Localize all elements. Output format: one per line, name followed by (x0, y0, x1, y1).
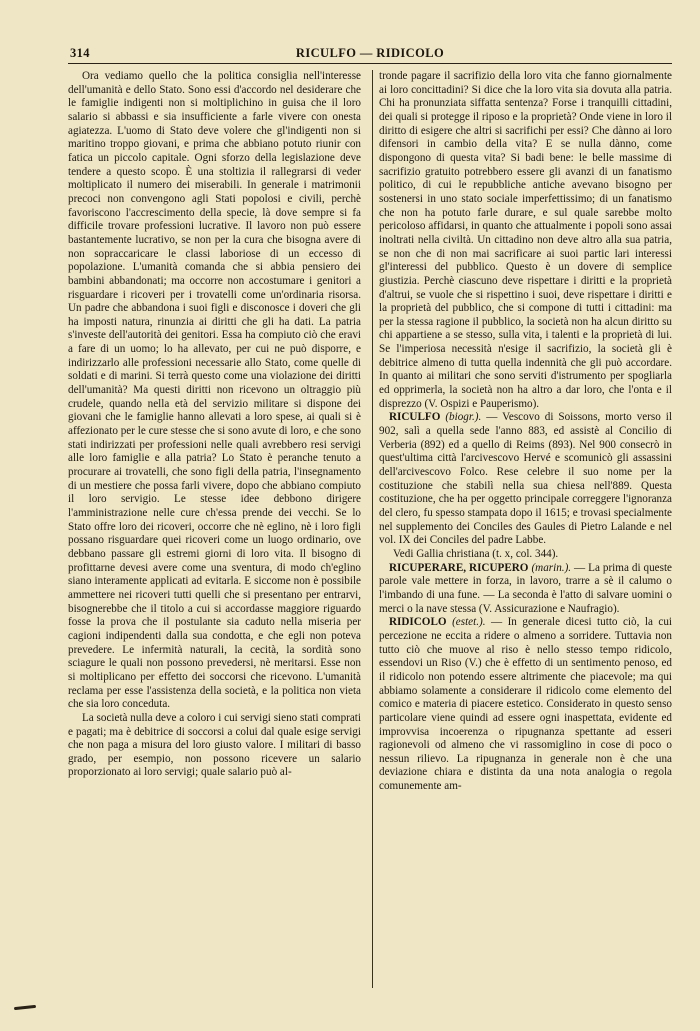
left-column (68, 70, 361, 780)
running-head: RICULFO — RIDICOLO (295, 46, 445, 60)
dictionary-entry (379, 411, 672, 548)
column-divider (372, 70, 373, 988)
page-corner-mark (14, 1005, 36, 1010)
entry-text: Vedi Gallia christiana (t. x, col. 344). (393, 547, 559, 560)
entry-label: (biogr.). (445, 411, 482, 424)
right-column (379, 70, 672, 794)
entry-text: — La prima di queste parole vale mettere in forza, in lavoro, trarre a sè il calumo o l'imbando di una fune. — La seconda è l'atto di salvare uomini o merci o la nave stessa (V. Assicurazione e Naufragio). (379, 561, 672, 615)
paragraph-continuation: tronde pagare il sacrifizio della loro vita che fanno giornalmente ai loro concittadini? Si dice che la loro vita sia dovuta alla patria. Chi ha pronunziata siffatta sentenza? Forse i tranquilli cittadini, dei quali si protegge il riposo e la proprietà? Onde viene in loro il diritto di esigere che altri si sacrifichi per essi? Che dànno ai loro difensori in cambio della vita? E se nulla dànno, come dispongono di questa vita? Si badi bene: le belle massime di sacrifizio gratuito potrebbero essere gli avanzi di un fanatismo politico, di cui le repubbliche antiche avevano bisogno per sostenersi in uno stato sociale imperfettissimo; di un fanatismo che non ha potuto farle durare, e sul quale sarebbe molto pericoloso affidarsi, in quanto che attualmente i popoli sono assai inoltrati nella civiltà. Un cittadino non deve altro alla sua patria, se non che di non mai sacrificare ai suoi partic lari interessi gl'interessi del pubblico. Questo è un dovere di semplice giustizia. Perchè ciascuno deve rispettare i diritti e la proprietà d'altrui, se vuole che si rispettino i suoi, deve rispettare i diritti e la proprietà del pubblico, che si compone di tutti i cittadini: ma per la stessa ragione il pubblico, la società non ha alcun diritto su chi appartiene a se stesso, sulla vita, i talenti e la proprietà di lui. Se l'imperiosa necessità n'esige il sacrifizio, la società gli è debitrice almeno di tutta quella indennità che gli può accordare. In quanto ai militari che sono serviti d'istrumento per spogliarla ed opprimerla, la società non ha altro a dar loro, che l'onta e il disprezzo (V. Ospizi e Pauperismo). (379, 70, 672, 410)
paragraph: Ora vediamo quello che la politica consiglia nell'interesse dell'umanità e dello Stato. Sono essi d'accordo nel desiderare che le famiglie indigenti non si moltiplichino in guisa che il loro salario si abbassi e sia insufficiente a farle vivere con onesta agiatezza. L'uomo di Stato deve volere che gl'indigenti non si maritino troppo giovani, e prima che abbiano potuto riunir con fatica un piccolo capitale. Ogni sforzo della legislazione deve tendere a questo scopo. È una stoltizia il rallegrarsi di veder moltiplicato il numero dei miserabili. In generale i matrimonii precoci non convengono agli Stati popolosi e civili, perchè favoriscono l'accrescimento della specie, là dove sempre si fa difficile trovare professioni lucrative. Il lavoro non può essere bastantemente lucrativo, se non per la cura che bisogna avere di non sopraccaricare le classi laboriose di un eccesso di popolazione. L'umanità comanda che si abbia pensiero dei bambini abbandonati; ma occorre non accostumare i genitori a risguardare i ricoveri per i trovatelli come un'ordinaria risorsa. Un padre che abbandona i suoi figli e disconosce i doveri che gli ha imposti natura, rinunzia ai diritti che gli ha dati. La patria s'investe dell'autorità dei genitori. Essa ha compiuto ciò che eravi a fare di un uomo; lo ha allevato, per cui ne può disporre, e indirizzarlo alle professioni necessarie allo Stato, come quelle di soldati e di marini. Si terrà questo come una violazione dei diritti dell'umanità? Ma questi diritti non ricevono un oltraggio più crudele, quando nella età del servizio militare si dispone dei giovani che le famiglie hanno allevati a loro spese, ai quali si è affezionato per le cure stesse che si sono avute di loro, e che sono stati indirizzati per professioni nelle quali avrebbero resi servigi alle loro famiglie e alla patria? Lo Stato è peranche tenuto a procurare ai trovatelli, che sono figli della patria, l'insegnamento di un mestiere che possa farli vivere, dopo che abbiano compiuto il loro servigio. Le stesse idee debbono dirigere l'amministrazione nelle cure ch'essa prende dei vecchi. Se lo Stato offre loro dei ricoveri, occorre che nè eglino, nè i loro figli possano risguardare quei ricoveri come un luogo ordinario, ove debbano passare gli estremi giorni di loro vita. Il bisogno di profittarne devesi avere come una sventura, di modo ch'eglino siano interamente applicati ad evitarla. E siccome non è possibile ammettere nei ricoveri tutti quelli che si presentano per entrarvi, bisognerebbe che il titolo a cui si accordasse maggiore riguardo fosse la prova che il postulante sia caduto nella miseria per cagioni indipendenti dalla sua condotta, e che egli non poteva prevedere. Le infermità naturali, la cecità, la sordità sono sciagure le quali non possono prevedersi, nè meritarsi. Esse non si moltiplicano per effetto dei soccorsi che ricevono. L'umanità reclama per esse l'assistenza della società, e la politica non vieta che sia loro conceduta. (68, 70, 361, 711)
see-also (379, 548, 672, 562)
entry-headword: RICULFO (389, 411, 441, 424)
entry-label: (marin.). (531, 561, 572, 574)
entry-headword: RICUPERARE, RICUPERO (389, 561, 529, 574)
page-header (70, 46, 670, 62)
entry-text: — In generale dicesi tutto ciò, la cui percezione ne eccita a ridere o almeno a sorridere. Tuttavia non tutto ciò che muove al riso è nello stesso tempo ridicolo, essendovi un Riso (V.) che è effetto di un sentimento penoso, ed il ridicolo non potendo essere altrimente che piacevole; ma qui abbiamo solamente a considerare il ridicolo come elemento del comico e materia di piacere estetico. Considerato in questo senso particolare viene quindi ad essere ogni inaspettata, evidente ed improvvisa incoerenza o ripugnanza spettante ad esseri ragionevoli od almeno che vi rassomiglino in cose di poco o nessun rilievo. La ripugnanza in generale non è che una deviazione chiara e distinta da una nota analogia o regola comunemente am- (379, 616, 672, 793)
entry-text: — Vescovo di Soissons, morto verso il 902, salì a quella sede l'anno 883, ed assistè al Concilio di Verberia (892) ed a quello di Reims (893). Nel 900 consecrò in quest'ultima città l'arcivescovo Hervé e scomunicò gli assassini dell'arcivescovo Folco. Rese celebre il suo nome per la costituzione che stabilì nella sua chiesa nell'889. Questa costituzione, che ha per oggetto principale correggere l'ignoranza del clero, fu spesso stampata dopo il 1615; e trovasi specialmente nel supplemento dei Conciles des Gaules di Pietro Lalande e nel vol. IX dei Conciles del padre Labbe. (379, 411, 672, 547)
dictionary-entry (379, 616, 672, 794)
header-rule (68, 63, 672, 64)
paragraph: La società nulla deve a coloro i cui servigi sieno stati comprati e pagati; ma è debitrice di soccorsi a colui dal quale esige servigi che non paga a misura del loro giusto valore. I militari di basso grado, per esempio, non possono ricevere un salario proporzionato ai loro servigi; quale salario può al- (68, 711, 361, 779)
entry-label: (estet.). (452, 616, 486, 629)
page-number: 314 (70, 46, 90, 60)
dictionary-entry (379, 562, 672, 617)
entry-headword: RIDICOLO (389, 616, 447, 629)
